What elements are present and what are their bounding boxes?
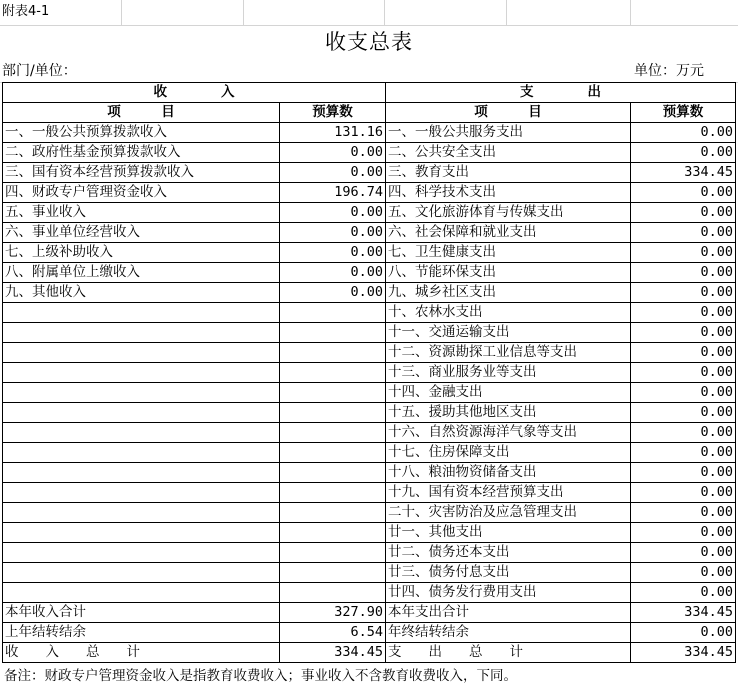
expense-item-value: 0.00: [631, 543, 736, 563]
table-row: [3, 183, 736, 203]
expense-item-value: 0.00: [631, 483, 736, 503]
income-item-value: [280, 583, 386, 603]
expense-item-label: 十、农林水支出: [386, 303, 631, 323]
expense-item-value: 0.00: [631, 323, 736, 343]
income-item-value: [280, 323, 386, 343]
carryover-value: 6.54: [280, 623, 386, 643]
table-row: [3, 563, 736, 583]
expense-item-label: 廿一、其他支出: [386, 523, 631, 543]
income-section-header: 收 入: [3, 83, 386, 103]
top-gridline-row: [0, 0, 738, 26]
expense-item-value: 0.00: [631, 223, 736, 243]
income-item-label: [3, 363, 280, 383]
expense-item-value: 0.00: [631, 423, 736, 443]
expense-item-label: 二、公共安全支出: [386, 143, 631, 163]
table-row: [3, 363, 736, 383]
income-year-total-label: 本年收入合计: [3, 603, 280, 623]
income-item-label: 一、一般公共预算拨款收入: [3, 123, 280, 143]
table-row: [3, 463, 736, 483]
meta-row: [0, 60, 738, 83]
totals-row: [3, 623, 736, 643]
table-row: [3, 403, 736, 423]
gridline: [630, 0, 631, 25]
expense-item-label: 廿二、债务还本支出: [386, 543, 631, 563]
expense-item-label: 十一、交通运输支出: [386, 323, 631, 343]
expense-item-label: 五、文化旅游体育与传媒支出: [386, 203, 631, 223]
gridline: [384, 0, 385, 25]
income-item-value: 0.00: [280, 263, 386, 283]
ending-balance-label: 年终结转结余: [386, 623, 631, 643]
expense-item-value: 0.00: [631, 183, 736, 203]
income-item-label: 五、事业收入: [3, 203, 280, 223]
income-item-label: [3, 483, 280, 503]
income-item-value: [280, 563, 386, 583]
income-item-value: [280, 523, 386, 543]
income-item-value: [280, 503, 386, 523]
income-year-total-value: 327.90: [280, 603, 386, 623]
table-row: [3, 123, 736, 143]
table-row: [3, 203, 736, 223]
expense-item-value: 0.00: [631, 343, 736, 363]
expense-item-label: 六、社会保障和就业支出: [386, 223, 631, 243]
expense-item-label: 廿三、债务付息支出: [386, 563, 631, 583]
expense-item-label: 十四、金融支出: [386, 383, 631, 403]
expense-item-value: 334.45: [631, 163, 736, 183]
income-item-value: 131.16: [280, 123, 386, 143]
expense-item-value: 0.00: [631, 363, 736, 383]
income-item-value: 0.00: [280, 203, 386, 223]
expense-grand-total-label: 支 出 总 计: [386, 643, 631, 663]
income-item-label: [3, 303, 280, 323]
expense-item-label: 九、城乡社区支出: [386, 283, 631, 303]
expense-item-value: 0.00: [631, 283, 736, 303]
income-item-label: [3, 443, 280, 463]
expense-item-label: 廿四、债务发行费用支出: [386, 583, 631, 603]
section-header-row: [3, 83, 736, 103]
expense-item-label: 十六、自然资源海洋气象等支出: [386, 423, 631, 443]
expense-budget-col-header: 预算数: [631, 103, 736, 123]
expense-item-label: 十二、资源勘探工业信息等支出: [386, 343, 631, 363]
income-item-label: [3, 343, 280, 363]
expense-item-label: 二十、灾害防治及应急管理支出: [386, 503, 631, 523]
expense-grand-total-value: 334.45: [631, 643, 736, 663]
income-item-label: [3, 503, 280, 523]
appendix-label: 附表4-1: [2, 4, 50, 19]
table-body: [3, 83, 736, 663]
table-row: [3, 223, 736, 243]
table-row: [3, 583, 736, 603]
income-expense-table: [2, 82, 736, 663]
income-item-value: [280, 343, 386, 363]
expense-item-label: 十三、商业服务业等支出: [386, 363, 631, 383]
expense-item-value: 0.00: [631, 203, 736, 223]
table-row: [3, 483, 736, 503]
unit-label: 单位：万元: [634, 63, 704, 79]
income-grand-total-value: 334.45: [280, 643, 386, 663]
gridline: [506, 0, 507, 25]
income-item-label: [3, 403, 280, 423]
income-item-label: 七、上级补助收入: [3, 243, 280, 263]
expense-item-label: 十七、住房保障支出: [386, 443, 631, 463]
expense-item-label: 七、卫生健康支出: [386, 243, 631, 263]
income-item-value: 196.74: [280, 183, 386, 203]
expense-item-col-header: 项 目: [386, 103, 631, 123]
table-row: [3, 283, 736, 303]
footnote: 备注：财政专户管理资金收入是指教育收费收入；事业收入不含教育收费收入，下同。: [4, 668, 517, 684]
income-item-value: [280, 303, 386, 323]
table-row: [3, 443, 736, 463]
table-row: [3, 303, 736, 323]
income-item-value: [280, 423, 386, 443]
income-item-value: [280, 443, 386, 463]
expense-section-header: 支 出: [386, 83, 736, 103]
expense-item-label: 十五、援助其他地区支出: [386, 403, 631, 423]
column-header-row: [3, 103, 736, 123]
income-item-label: 六、事业单位经营收入: [3, 223, 280, 243]
expense-item-label: 十八、粮油物资储备支出: [386, 463, 631, 483]
table-row: [3, 523, 736, 543]
department-label: 部门/单位：: [2, 63, 77, 79]
expense-item-label: 一、一般公共服务支出: [386, 123, 631, 143]
income-item-value: 0.00: [280, 163, 386, 183]
expense-item-value: 0.00: [631, 303, 736, 323]
carryover-label: 上年结转结余: [3, 623, 280, 643]
expense-item-value: 0.00: [631, 443, 736, 463]
expense-item-value: 0.00: [631, 383, 736, 403]
expense-year-total-value: 334.45: [631, 603, 736, 623]
table-row: [3, 143, 736, 163]
gridline: [121, 0, 122, 25]
table-row: [3, 263, 736, 283]
income-item-label: 二、政府性基金预算拨款收入: [3, 143, 280, 163]
table-row: [3, 323, 736, 343]
expense-item-value: 0.00: [631, 463, 736, 483]
income-item-value: [280, 463, 386, 483]
expense-item-value: 0.00: [631, 263, 736, 283]
income-item-value: 0.00: [280, 283, 386, 303]
income-grand-total-label: 收 入 总 计: [3, 643, 280, 663]
income-item-label: [3, 523, 280, 543]
expense-item-value: 0.00: [631, 243, 736, 263]
table-row: [3, 503, 736, 523]
expense-item-value: 0.00: [631, 123, 736, 143]
expense-item-value: 0.00: [631, 583, 736, 603]
income-item-value: 0.00: [280, 223, 386, 243]
expense-item-label: 四、科学技术支出: [386, 183, 631, 203]
income-item-value: 0.00: [280, 243, 386, 263]
income-item-label: 九、其他收入: [3, 283, 280, 303]
income-item-value: 0.00: [280, 143, 386, 163]
expense-item-value: 0.00: [631, 403, 736, 423]
table-row: [3, 163, 736, 183]
income-item-label: [3, 583, 280, 603]
expense-item-value: 0.00: [631, 523, 736, 543]
income-item-value: [280, 363, 386, 383]
income-budget-col-header: 预算数: [280, 103, 386, 123]
ending-balance-value: 0.00: [631, 623, 736, 643]
expense-item-value: 0.00: [631, 563, 736, 583]
income-item-label: [3, 563, 280, 583]
income-item-label: [3, 323, 280, 343]
table-row: [3, 423, 736, 443]
income-item-label: [3, 423, 280, 443]
income-item-label: 四、财政专户管理资金收入: [3, 183, 280, 203]
table-row: [3, 343, 736, 363]
expense-item-value: 0.00: [631, 143, 736, 163]
totals-row: [3, 643, 736, 663]
expense-item-value: 0.00: [631, 503, 736, 523]
income-item-label: [3, 543, 280, 563]
expense-item-label: 十九、国有资本经营预算支出: [386, 483, 631, 503]
income-item-value: [280, 483, 386, 503]
income-item-value: [280, 403, 386, 423]
income-item-label: 八、附属单位上缴收入: [3, 263, 280, 283]
expense-item-label: 三、教育支出: [386, 163, 631, 183]
expense-year-total-label: 本年支出合计: [386, 603, 631, 623]
table-row: [3, 383, 736, 403]
totals-row: [3, 603, 736, 623]
table-row: [3, 243, 736, 263]
expense-item-label: 八、节能环保支出: [386, 263, 631, 283]
table-row: [3, 543, 736, 563]
income-item-label: 三、国有资本经营预算拨款收入: [3, 163, 280, 183]
income-item-label: [3, 463, 280, 483]
page-title: 收支总表: [325, 30, 413, 54]
gridline: [243, 0, 244, 25]
income-item-col-header: 项 目: [3, 103, 280, 123]
income-item-value: [280, 543, 386, 563]
income-item-value: [280, 383, 386, 403]
income-item-label: [3, 383, 280, 403]
